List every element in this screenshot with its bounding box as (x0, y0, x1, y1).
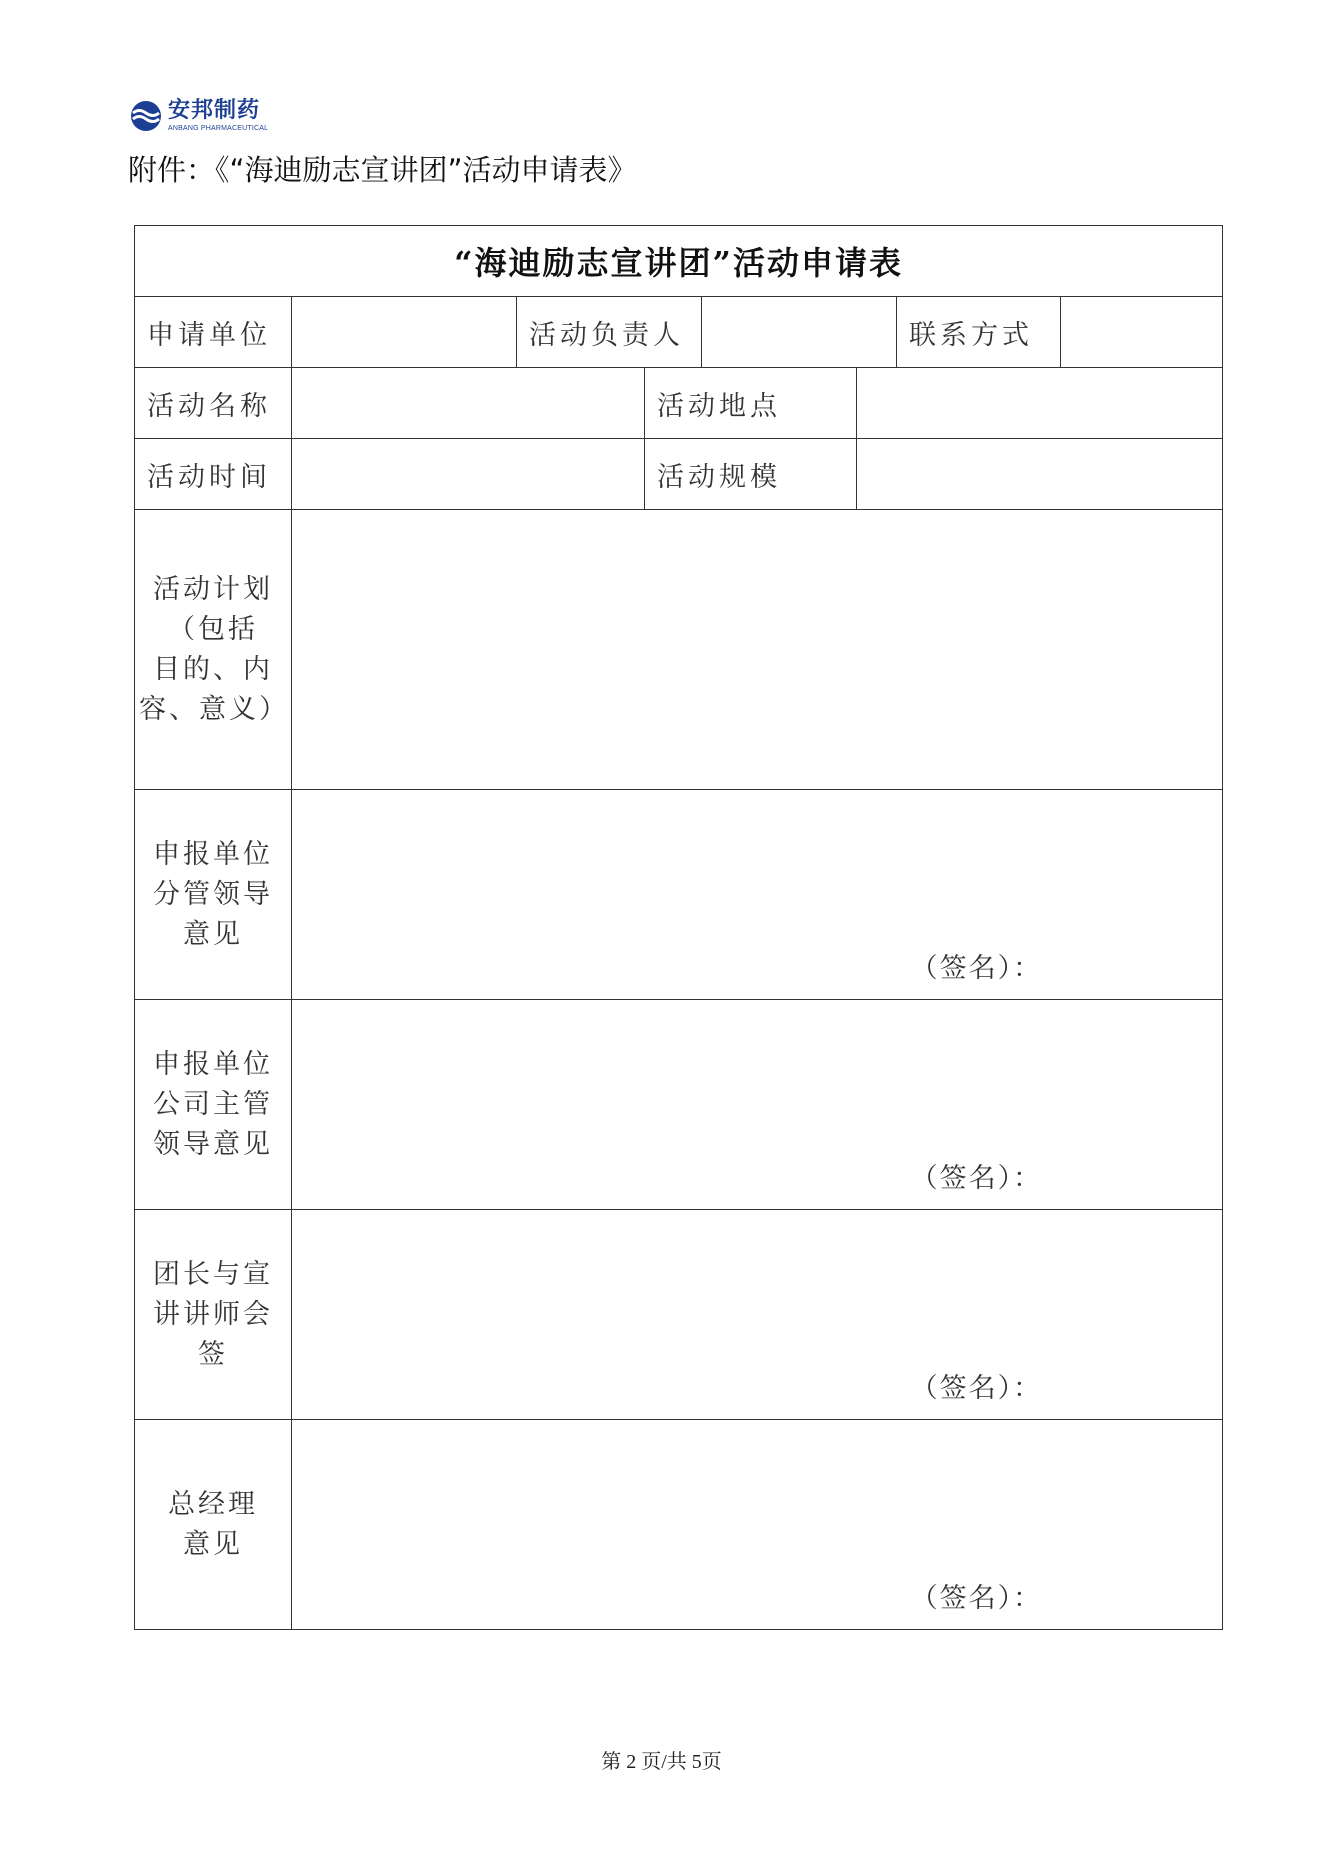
label-line: 公司主管 (153, 1088, 273, 1120)
label-line: 申报单位 (153, 838, 273, 870)
activity-scale-field[interactable] (857, 439, 1223, 510)
logo-chinese-name: 安邦制药 (168, 98, 261, 123)
attachment-title: 附件：《“海迪励志宣讲团”活动申请表》 (128, 153, 637, 187)
label-line: 容、意义） (139, 693, 289, 725)
application-form-table (134, 225, 1223, 1630)
company-logo (130, 98, 268, 134)
dept-leader-opinion-field[interactable] (292, 790, 1223, 1000)
label-line: 意见 (183, 1528, 243, 1560)
activity-plan-field[interactable] (292, 510, 1223, 790)
activity-time-field[interactable] (292, 439, 645, 510)
signature-label: （签名）： (910, 953, 1043, 984)
activity-location-field[interactable] (857, 368, 1223, 439)
group-leader-sign-field[interactable] (292, 1210, 1223, 1420)
label-line: 活动计划 (153, 573, 273, 605)
label-line: 目的、内 (153, 653, 273, 685)
applicant-unit-field[interactable] (292, 297, 517, 368)
activity-location-label: 活动地点 (645, 368, 857, 439)
label-line: 分管领导 (153, 878, 273, 910)
form-title: “海迪励志宣讲团”活动申请表 (135, 226, 1223, 297)
label-line: 申报单位 (153, 1048, 273, 1080)
activity-plan-label (135, 510, 292, 790)
activity-name-field[interactable] (292, 368, 645, 439)
gm-opinion-label (135, 1420, 292, 1630)
activity-scale-label: 活动规模 (645, 439, 857, 510)
label-line: 领导意见 (153, 1128, 273, 1160)
activity-leader-field[interactable] (702, 297, 897, 368)
label-line: （包括 (168, 613, 258, 645)
label-line: 讲讲师会 (153, 1298, 273, 1330)
label-line: 团长与宣 (153, 1258, 273, 1290)
activity-leader-label: 活动负责人 (517, 297, 702, 368)
contact-field[interactable] (1061, 297, 1223, 368)
wave-logo-icon (130, 100, 162, 132)
contact-label: 联系方式 (897, 297, 1061, 368)
signature-label: （签名）： (910, 1163, 1043, 1194)
label-line: 总经理 (168, 1488, 258, 1520)
applicant-unit-label: 申请单位 (135, 297, 292, 368)
activity-time-label: 活动时间 (135, 439, 292, 510)
gm-opinion-field[interactable] (292, 1420, 1223, 1630)
signature-label: （签名）： (910, 1373, 1043, 1404)
label-line: 签 (198, 1338, 228, 1370)
logo-english-name: ANBANG PHARMACEUTICAL (168, 125, 269, 132)
company-leader-opinion-label (135, 1000, 292, 1210)
dept-leader-opinion-label (135, 790, 292, 1000)
group-leader-sign-label (135, 1210, 292, 1420)
label-line: 意见 (183, 918, 243, 950)
company-leader-opinion-field[interactable] (292, 1000, 1223, 1210)
activity-name-label: 活动名称 (135, 368, 292, 439)
signature-label: （签名）： (910, 1583, 1043, 1614)
page-number: 第 2 页/共 5页 (601, 1751, 722, 1773)
